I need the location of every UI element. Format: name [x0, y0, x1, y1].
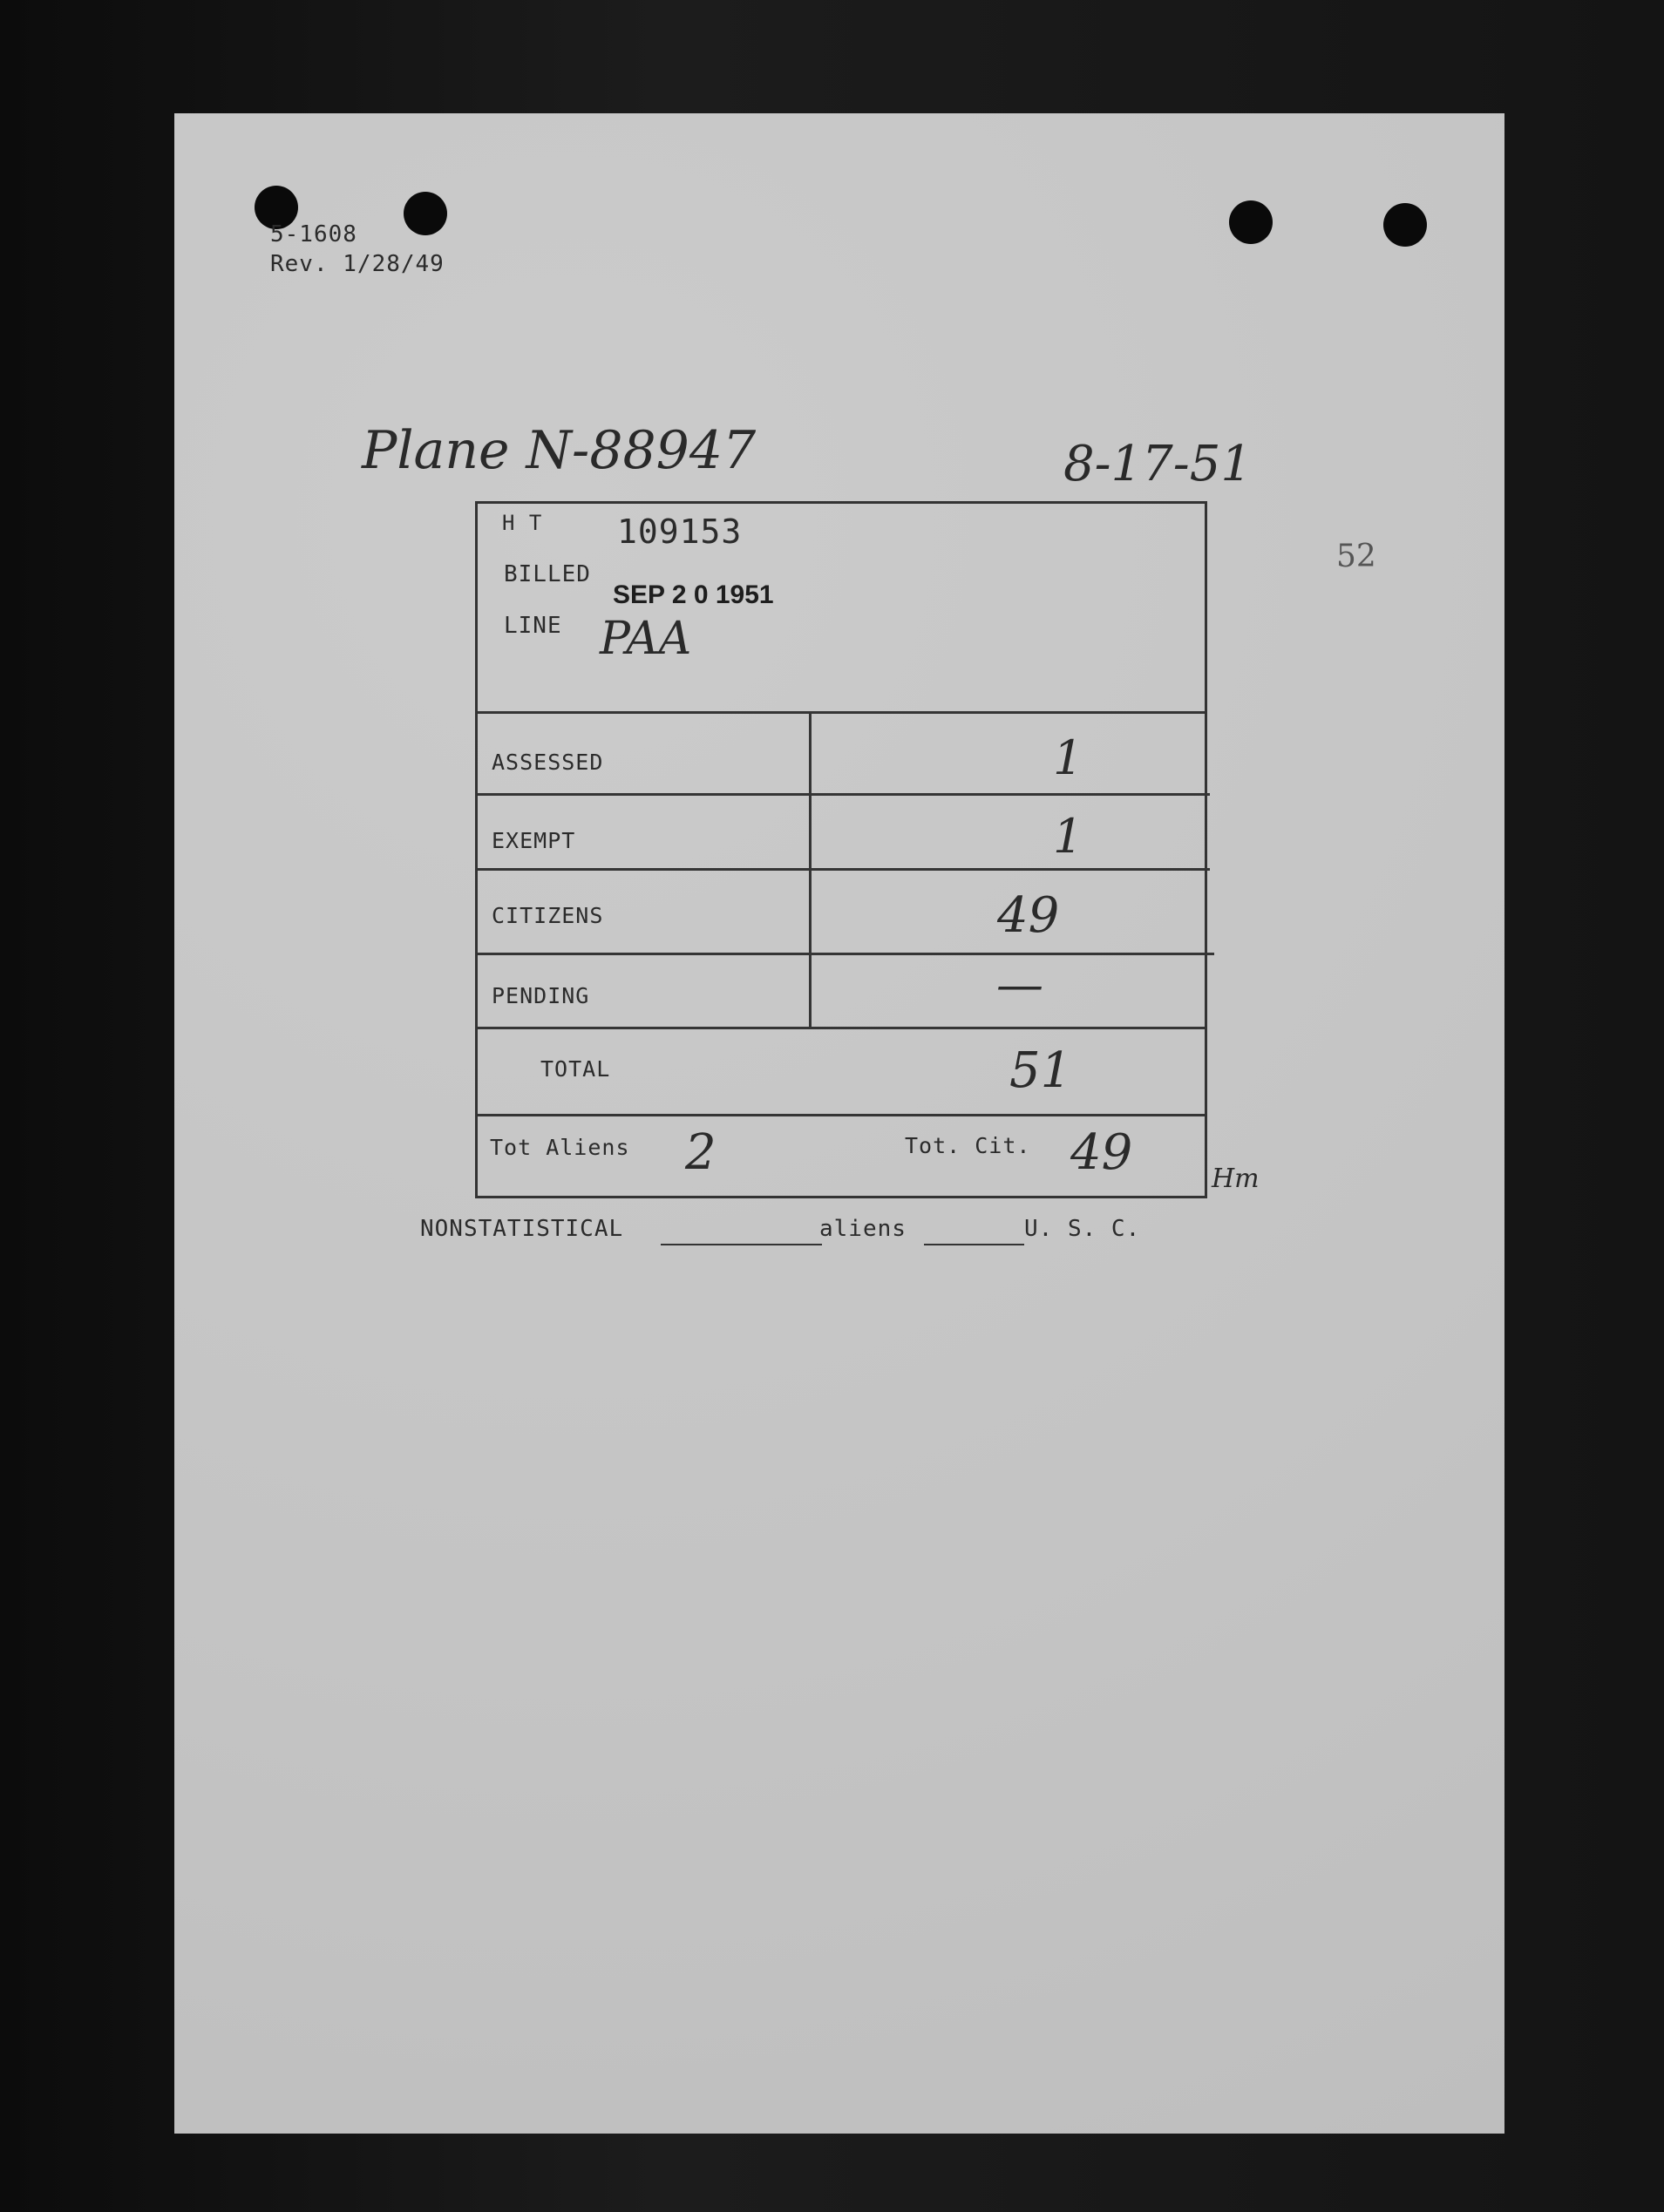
- exempt-value: 1: [1053, 809, 1083, 864]
- citizens-label: CITIZENS: [492, 903, 604, 928]
- tot-cit-label: Tot. Cit.: [905, 1133, 1031, 1158]
- tot-aliens-value: 2: [685, 1124, 717, 1181]
- tally-form: [475, 501, 1207, 1198]
- exempt-label: EXEMPT: [492, 828, 576, 853]
- divider-citizens: [478, 953, 1214, 955]
- assessed-value: 1: [1053, 730, 1083, 785]
- aliens-label: aliens: [819, 1216, 907, 1242]
- divider-header: [478, 711, 1205, 714]
- divider-assessed: [478, 793, 1210, 796]
- punch-hole-3: [1229, 200, 1273, 244]
- ht-value: 109153: [617, 512, 743, 551]
- form-revision: Rev. 1/28/49: [270, 251, 445, 277]
- billed-date-stamp: SEP 2 0 1951: [613, 580, 774, 609]
- total-label: TOTAL: [540, 1056, 611, 1082]
- aliens-blank: [924, 1244, 1024, 1245]
- tot-cit-value: 49: [1070, 1124, 1133, 1181]
- initials-mark: Hm: [1212, 1164, 1260, 1194]
- ht-label: H T: [502, 511, 543, 535]
- punch-hole-2: [404, 192, 447, 235]
- form-number: 5-1608: [270, 221, 357, 248]
- pending-value: —: [996, 957, 1043, 1012]
- divider-total: [478, 1114, 1205, 1116]
- flight-date: 8-17-51: [1063, 436, 1252, 492]
- tot-aliens-label: Tot Aliens: [490, 1135, 630, 1160]
- nonstatistical-label: NONSTATISTICAL: [420, 1216, 624, 1242]
- page-number: 52: [1336, 539, 1376, 574]
- line-label: LINE: [504, 613, 562, 639]
- punch-hole-4: [1383, 203, 1427, 247]
- divider-exempt: [478, 868, 1210, 871]
- divider-pending: [478, 1027, 1205, 1029]
- assessed-label: ASSESSED: [492, 750, 604, 775]
- total-value: 51: [1009, 1042, 1072, 1099]
- usc-label: U. S. C.: [1024, 1216, 1141, 1242]
- billed-label: BILLED: [504, 561, 591, 587]
- line-value: PAA: [600, 613, 692, 665]
- plane-number: Plane N-88947: [362, 420, 757, 481]
- column-divider: [809, 711, 812, 1027]
- nonstatistical-blank: [661, 1244, 822, 1245]
- citizens-value: 49: [997, 887, 1060, 944]
- pending-label: PENDING: [492, 983, 590, 1008]
